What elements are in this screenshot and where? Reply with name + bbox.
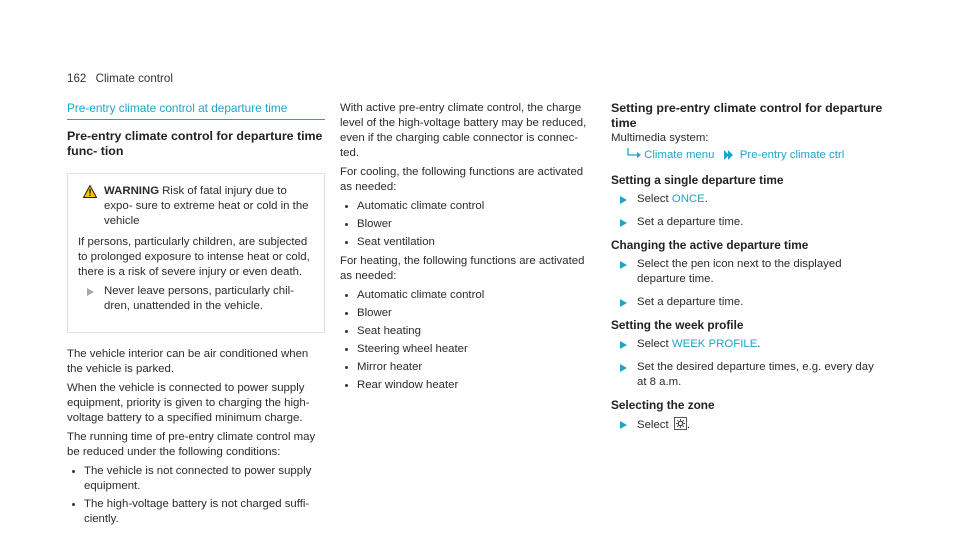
step-text: Select: [637, 193, 669, 205]
page-number: 162: [67, 72, 87, 85]
list-item: Steering wheel heater: [340, 342, 598, 357]
step: [611, 295, 883, 310]
action-arrow-icon: [620, 299, 627, 307]
column-2: [340, 101, 598, 397]
double-chevron-icon: [724, 150, 734, 160]
chapter-title: Climate control: [95, 72, 173, 85]
menu-path-arrow-icon: [627, 148, 641, 160]
list-item: The vehicle is not connected to power supply equipment.: [67, 464, 325, 494]
changing-heading: Changing the active departure time: [611, 238, 809, 252]
step-text: Set a departure time.: [637, 296, 744, 308]
list-item: Automatic climate control: [340, 288, 598, 303]
action-arrow-icon: [620, 261, 627, 269]
zone-heading: Selecting the zone: [611, 398, 715, 412]
option-week-profile[interactable]: WEEK PROFILE: [671, 338, 758, 350]
step-text: Set a departure time.: [637, 216, 744, 228]
action-arrow-icon: [620, 421, 627, 429]
list-item: Rear window heater: [340, 378, 598, 393]
heating-intro: For heating, the following functions are activated as needed:: [340, 255, 585, 282]
warning-header: [78, 184, 314, 229]
list-item: Blower: [340, 306, 598, 321]
step-text: Select the pen icon next to the displayed departure time.: [637, 258, 842, 285]
action-arrow-icon: [620, 196, 627, 204]
step: [611, 215, 883, 230]
cooling-intro: For cooling, the following functions are activated as needed:: [340, 166, 584, 193]
warning-action-text: Never leave persons, particularly chil- dren, unattended in the vehicle.: [104, 285, 294, 312]
step: [611, 192, 883, 207]
warning-label: WARNING: [104, 185, 160, 197]
step-text: Set the desired departure times, e.g. every day at 8 a.m.: [637, 361, 874, 388]
section-title: Pre-entry climate control at departure time: [67, 101, 325, 120]
action-arrow-icon: [620, 364, 627, 372]
list-item: Mirror heater: [340, 360, 598, 375]
function-heading: Pre-entry climate control for departure time func- tion: [67, 129, 323, 158]
step-suffix: .: [686, 419, 691, 431]
paragraph: When the vehicle is connected to power supply equipment, priority is given to charging the high- voltage battery to a specified minimum charge.: [67, 382, 310, 424]
week-heading: Setting the week profile: [611, 318, 744, 332]
heating-list: [340, 288, 598, 393]
single-heading: Setting a single departure time: [611, 173, 784, 187]
system-label: Multimedia system:: [611, 132, 709, 144]
menu-path: [611, 148, 883, 163]
list-item: Seat ventilation: [340, 235, 598, 250]
step: [611, 337, 883, 352]
warning-lead: Risk of fatal injury due to expo- sure to extreme heat or cold in the vehicle: [104, 185, 309, 227]
action-arrow-icon: [620, 341, 627, 349]
step: [611, 417, 883, 433]
option-once[interactable]: ONCE: [671, 193, 705, 205]
step-text: Select: [637, 419, 669, 431]
page-header: [67, 71, 173, 86]
paragraph: With active pre-entry climate control, the charge level of the high-voltage battery may be reduced, even if the charging cable connector is connec- ted.: [340, 102, 587, 159]
warning-box: [67, 173, 325, 333]
column-3: [611, 101, 883, 441]
list-item: Blower: [340, 217, 598, 232]
step: [611, 360, 883, 390]
column-1: [67, 101, 325, 531]
setting-heading: Setting pre-entry climate control for departure time: [611, 101, 883, 130]
warning-body: If persons, particularly children, are subjected to prolonged exposure to intense heat or cold, there is a risk of severe injury or even death.: [78, 236, 310, 278]
step-suffix: .: [704, 193, 708, 205]
list-item: Automatic climate control: [340, 199, 598, 214]
warning-action: [78, 284, 314, 314]
paragraph: The vehicle interior can be air conditioned when the vehicle is parked.: [67, 348, 309, 375]
zone-settings-icon[interactable]: [674, 417, 687, 430]
cooling-list: [340, 199, 598, 250]
list-item: Seat heating: [340, 324, 598, 339]
step-suffix: .: [757, 338, 761, 350]
step-text: Select: [637, 338, 669, 350]
step: [611, 257, 883, 287]
warning-triangle-icon: [83, 185, 97, 198]
paragraph: The running time of pre-entry climate control may be reduced under the following conditions:: [67, 431, 316, 458]
menu-pre-entry[interactable]: Pre-entry climate ctrl: [739, 149, 845, 161]
menu-climate[interactable]: Climate menu: [644, 149, 715, 161]
list-item: The high-voltage battery is not charged suffi- ciently.: [67, 497, 325, 527]
conditions-list: [67, 464, 325, 527]
action-arrow-icon: [87, 288, 94, 296]
action-arrow-icon: [620, 219, 627, 227]
